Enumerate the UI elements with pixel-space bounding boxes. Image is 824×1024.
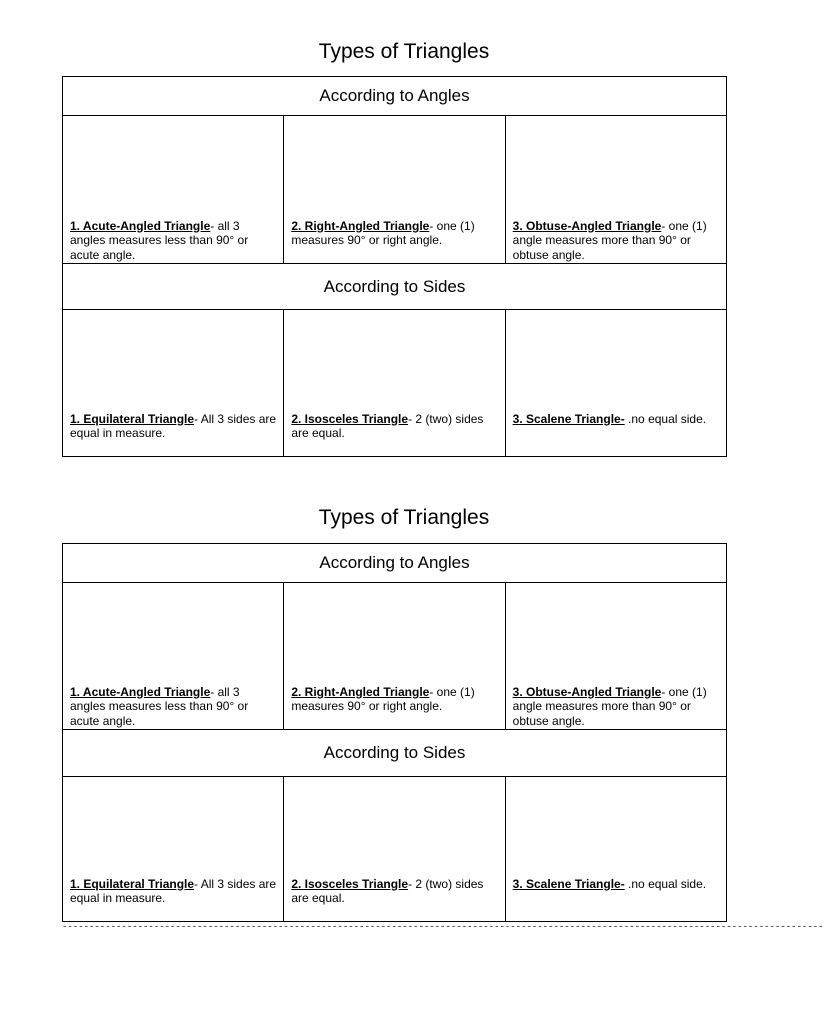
worksheet-2-table — [62, 543, 727, 922]
worksheet-1-table — [62, 76, 727, 457]
right-triangle-term: 2. Right-Angled Triangle — [291, 218, 430, 233]
obtuse-triangle-term: 3. Obtuse-Angled Triangle — [512, 218, 662, 233]
acute-triangle-desc: - all 3 angles measures less than 90° or acute angle. — [70, 684, 249, 728]
acute-triangle-term: 1. Acute-Angled Triangle — [70, 218, 211, 233]
obtuse-triangle-cell — [505, 583, 726, 730]
right-triangle-cell — [284, 116, 505, 264]
acute-triangle-cell — [63, 116, 284, 264]
isosceles-triangle-desc: - 2 (two) sides are equal. — [291, 411, 484, 440]
isosceles-triangle-term: 2. Isosceles Triangle — [291, 876, 409, 891]
right-triangle-desc: - one (1) measures 90° or right angle. — [291, 218, 475, 247]
isosceles-triangle-term: 2. Isosceles Triangle — [291, 411, 409, 426]
worksheet-1-title: Types of Triangles — [318, 40, 490, 63]
sides-heading: According to Sides — [63, 264, 727, 310]
obtuse-triangle-term: 3. Obtuse-Angled Triangle — [512, 684, 662, 699]
right-triangle-term: 2. Right-Angled Triangle — [291, 684, 430, 699]
equilateral-triangle-desc: - All 3 sides are equal in measure. — [70, 411, 277, 440]
angles-heading: According to Angles — [63, 544, 727, 583]
isosceles-triangle-cell — [284, 310, 505, 457]
scalene-triangle-desc: .no equal side. — [624, 876, 707, 891]
sides-heading: According to Sides — [63, 730, 727, 777]
scalene-triangle-term: 3. Scalene Triangle- — [512, 876, 625, 891]
scalene-triangle-cell — [505, 310, 726, 457]
cut-line: --------------------------------------------------------------------------------------------------------------------------------------------- — [62, 922, 824, 932]
acute-triangle-desc: - all 3 angles measures less than 90° or acute angle. — [70, 218, 249, 262]
acute-triangle-term: 1. Acute-Angled Triangle — [70, 684, 211, 699]
right-triangle-desc: - one (1) measures 90° or right angle. — [291, 684, 475, 713]
scalene-triangle-cell — [505, 777, 726, 922]
obtuse-triangle-desc: - one (1) angle measures more than 90° or obtuse angle. — [512, 218, 707, 262]
equilateral-triangle-cell — [63, 777, 284, 922]
equilateral-triangle-desc: - All 3 sides are equal in measure. — [70, 876, 277, 905]
angles-heading: According to Angles — [63, 77, 727, 116]
isosceles-triangle-cell — [284, 777, 505, 922]
equilateral-triangle-cell — [63, 310, 284, 457]
equilateral-triangle-term: 1. Equilateral Triangle — [70, 411, 195, 426]
right-triangle-cell — [284, 583, 505, 730]
obtuse-triangle-cell — [505, 116, 726, 264]
scalene-triangle-term: 3. Scalene Triangle- — [512, 411, 625, 426]
acute-triangle-cell — [63, 583, 284, 730]
scalene-triangle-desc: .no equal side. — [624, 411, 707, 426]
equilateral-triangle-term: 1. Equilateral Triangle — [70, 876, 195, 891]
isosceles-triangle-desc: - 2 (two) sides are equal. — [291, 876, 484, 905]
worksheet-2-title: Types of Triangles — [318, 506, 490, 529]
obtuse-triangle-desc: - one (1) angle measures more than 90° or obtuse angle. — [512, 684, 707, 728]
